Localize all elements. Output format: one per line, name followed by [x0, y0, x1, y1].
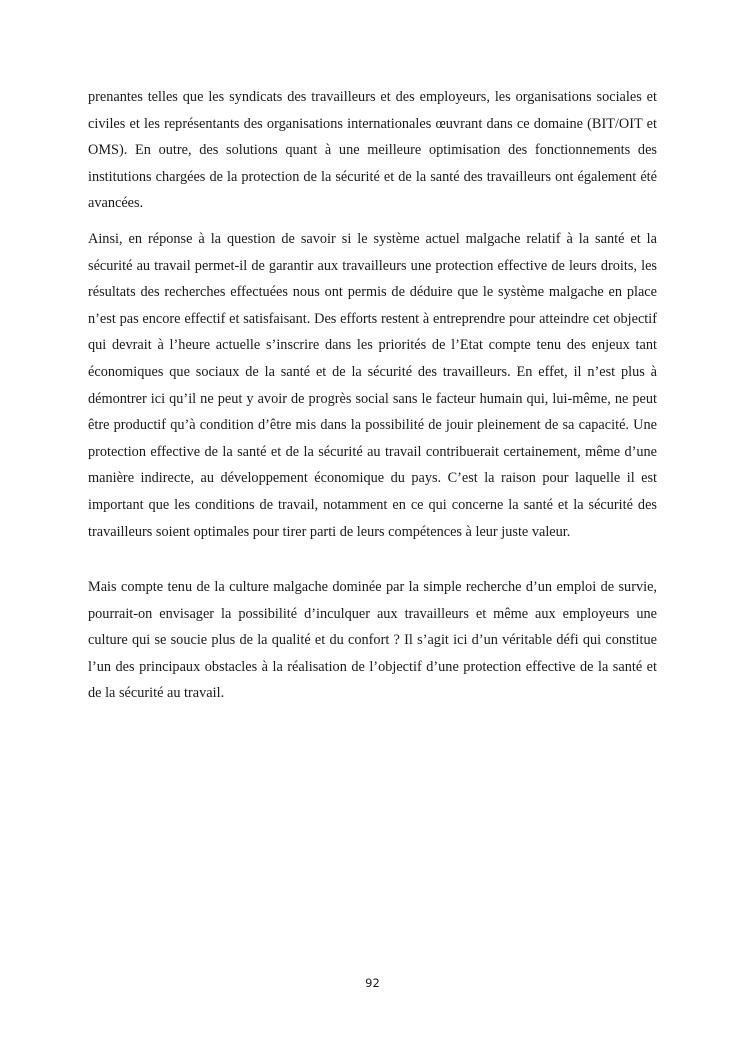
paragraph-3: Mais compte tenu de la culture malgache dominée par la simple recherche d’un emploi de survie, pourrait-on envisager la possibilité d’inculquer aux travailleurs et même aux employeurs une culture qui se soucie plus de la qualité et du confort ? Il s’agit ici d’un véritable défi qui constitue l’un des principaux obstacles à la réalisation de l’objectif d’une protection effective de la santé et de la sécurité au travail.	[88, 579, 657, 702]
paragraph-1: prenantes telles que les syndicats des travailleurs et des employeurs, les organisations sociales et civiles et les représentants des organisations internationales œuvrant dans ce domaine (BIT/OIT et OMS). En outre, des solutions quant à une meilleure optimisation des fonctionnements des institutions chargées de la protection de la sécurité et de la santé des travailleurs ont également été avancées.	[88, 89, 657, 212]
paragraph-2: Ainsi, en réponse à la question de savoir si le système actuel malgache relatif à la santé et la sécurité au travail permet-il de garantir aux travailleurs une protection effective de leurs droits, les résultats des recherches effectuées nous ont permis de déduire que le système malgache en place n’est pas encore effectif et satisfaisant. Des efforts restent à entreprendre pour atteindre cet objectif qui devrait à l’heure actuelle s’inscrire dans les priorités de l’Etat compte tenu des enjeux tant économiques que sociaux de la santé et de la sécurité des travailleurs. En effet, il n’est plus à démontrer ici qu’il ne peut y avoir de progrès social sans le facteur humain qui, lui-même, ne peut être productif qu’à condition d’être mis dans la possibilité de jouir pleinement de sa capacité. Une protection effective de la santé et de la sécurité au travail contribuerait certainement, même d’une manière indirecte, au développement économique du pays. C’est la raison pour laquelle il est important que les conditions de travail, notamment en ce qui concerne la santé et la sécurité des travailleurs soient optimales pour tirer parti de leurs compétences à leur juste valeur.	[88, 231, 657, 540]
page-number: 92	[365, 976, 380, 990]
